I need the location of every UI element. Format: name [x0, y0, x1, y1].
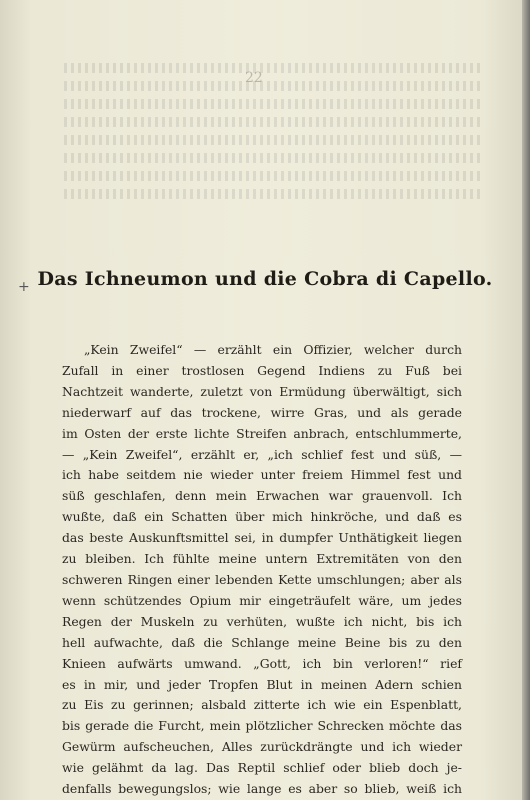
page-number: 22 — [245, 70, 263, 86]
text-line: — „Kein Zweifel“, erzählt er, „ich schlief fest und süß, — — [62, 446, 462, 462]
text-line: Nachtzeit wanderte, zuletzt von Ermüdung überwältigt, sich — [62, 383, 462, 399]
text-line: wie gelähmt da lag. Das Reptil schlief oder blieb doch je- — [62, 760, 462, 776]
text-line: wenn schützendes Opium mir eingeträufelt wäre, um jedes — [62, 592, 462, 608]
chapter-title: Das Ichneumon und die Cobra di Capello. — [37, 268, 493, 290]
show-through-text — [60, 55, 480, 225]
text-line: wußte, daß ein Schatten über mich hinkröche, und daß es — [62, 509, 462, 525]
text-line: zu bleiben. Ich fühlte meine untern Extremitäten von den — [62, 551, 462, 567]
text-line: im Osten der erste lichte Streifen anbrach, entschlummerte, — [62, 425, 462, 441]
text-line: süß geschlafen, denn mein Erwachen war grauenvoll. Ich — [62, 488, 462, 504]
text-line: hell aufwachte, daß die Schlange meine Beine bis zu den — [62, 634, 462, 650]
page-edge — [522, 0, 530, 800]
text-line: denfalls bewegungslos; wie lange es aber so blieb, weiß ich — [62, 781, 462, 797]
text-line: Zufall in einer trostlosen Gegend Indiens zu Fuß bei — [62, 362, 462, 378]
text-line: das beste Auskunftsmittel sei, in dumpfer Unthätigkeit liegen — [62, 530, 462, 546]
text-line: Knieen aufwärts umwand. „Gott, ich bin verloren!“ rief — [62, 655, 462, 671]
text-line: Regen der Muskeln zu verhüten, wußte ich nicht, bis ich — [62, 613, 462, 629]
text-line: „Kein Zweifel“ — erzählt ein Offizier, welcher durch — [84, 342, 462, 357]
text-line: Gewürm aufscheuchen, Alles zurückdrängte und ich wieder — [62, 739, 462, 755]
pencil-margin-mark: + — [18, 279, 30, 295]
text-line: es in mir, und jeder Tropfen Blut in meinen Adern schien — [62, 676, 462, 692]
body-text — [62, 340, 462, 800]
text-line: zu Eis zu gerinnen; alsbald zitterte ich wie ein Espenblatt, — [62, 697, 462, 713]
text-line: niederwarf auf das trockene, wirre Gras, und als gerade — [62, 404, 462, 420]
text-line: schweren Ringen einer lebenden Kette umschlungen; aber als — [62, 571, 462, 587]
text-line: bis gerade die Furcht, mein plötzlicher Schrecken möchte das — [62, 718, 462, 734]
text-line: ich habe seitdem nie wieder unter freiem Himmel fest und — [62, 467, 462, 483]
